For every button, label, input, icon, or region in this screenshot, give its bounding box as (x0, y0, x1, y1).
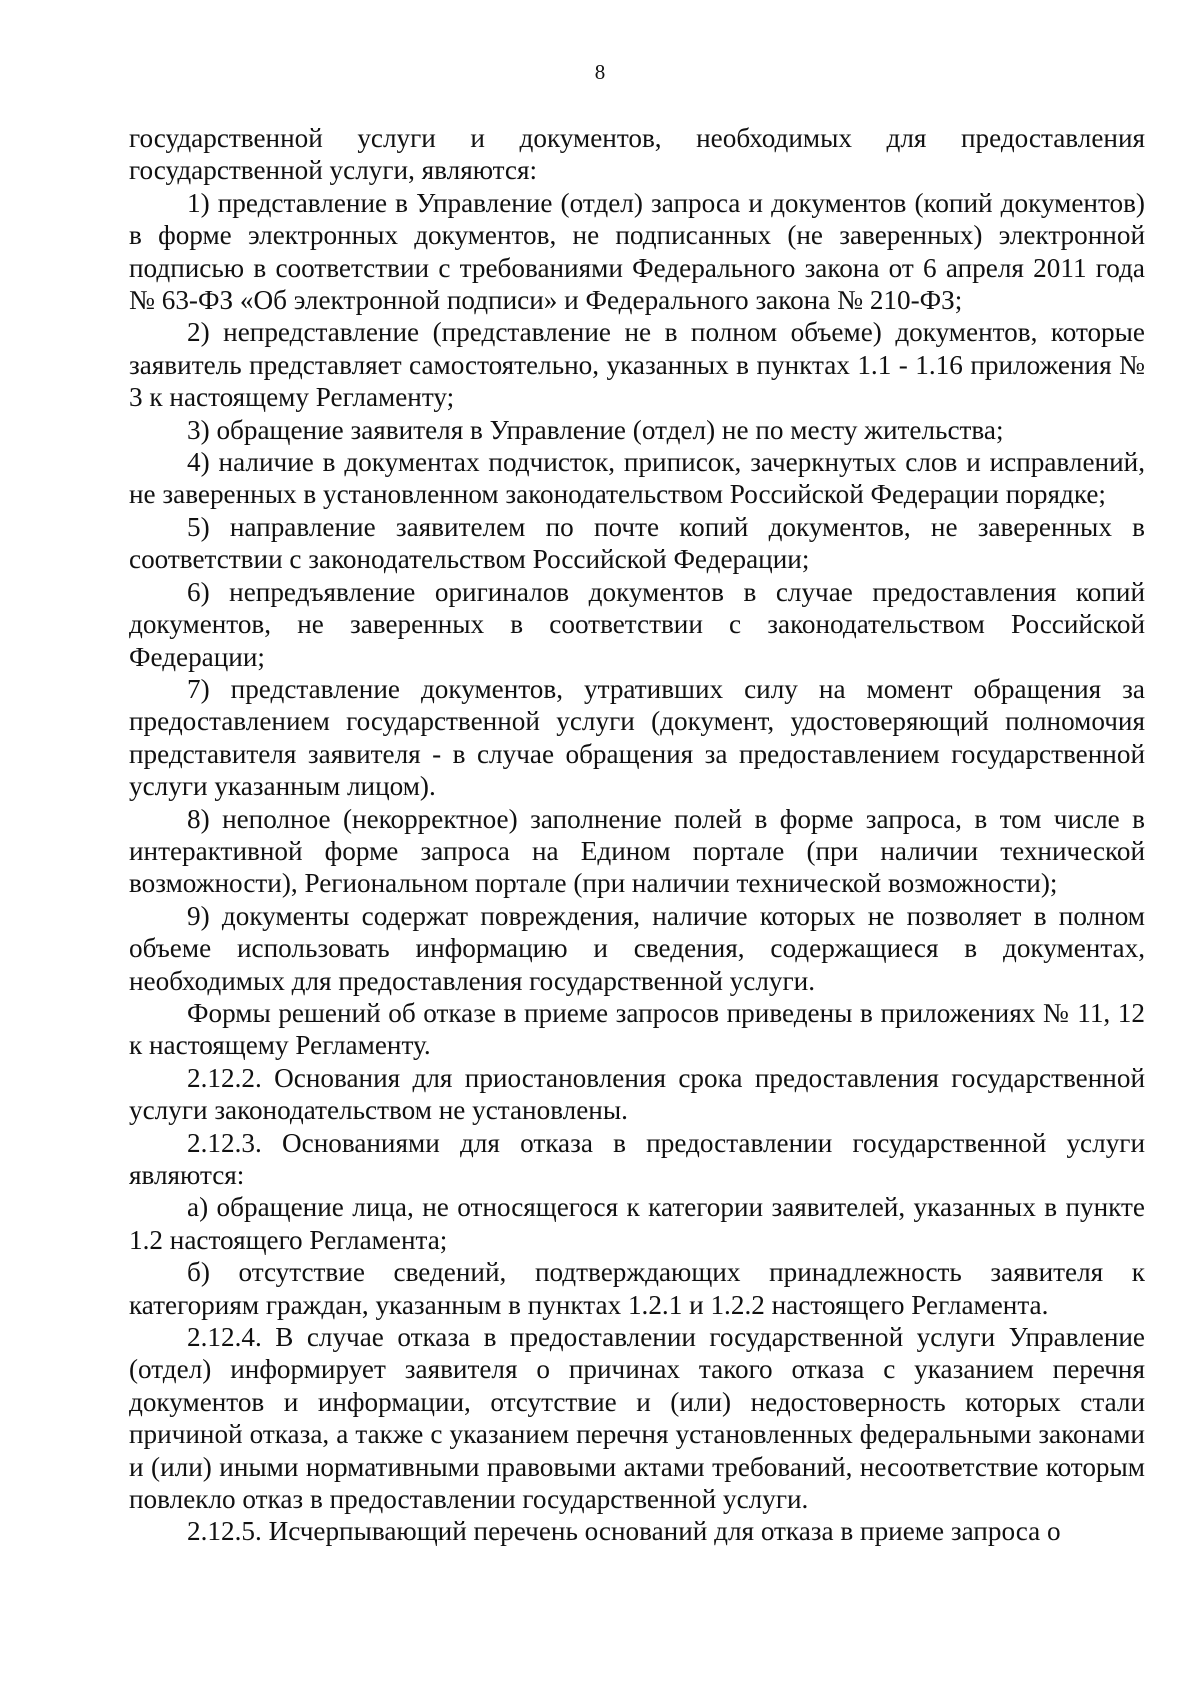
paragraph-item-2: 2) непредставление (представление не в полном объеме) документов, которые заявитель представляет самостоятельно, указанных в пунктах 1.1 - 1.16 приложения № 3 к настоящему Регламенту; (129, 317, 1145, 413)
paragraph-item-5: 5) направление заявителем по почте копий документов, не заверенных в соответствии с законодательством Российской Федерации; (129, 511, 1145, 575)
paragraph-item-1: 1) представление в Управление (отдел) запроса и документов (копий документов) в форме электронных документов, не подписанных (не заверенных) электронной подписью в соответствии с требованиями Федерального закона от 6 апреля 2011 года № 63-ФЗ «Об электронной подписи» и Федерального закона № 210-ФЗ; (129, 187, 1145, 316)
paragraph-item-6: 6) непредъявление оригиналов документов в случае предоставления копий документов, не заверенных в соответствии с законодательством Российской Федерации; (129, 576, 1145, 672)
document-body (129, 122, 1145, 1548)
paragraph-item-a: а) обращение лица, не относящегося к категории заявителей, указанных в пункте 1.2 настоящего Регламента; (129, 1192, 1145, 1255)
paragraph-item-4: 4) наличие в документах подчисток, приписок, зачеркнутых слов и исправлений, не заверенных в установленном законодательством Российской Федерации порядке; (129, 447, 1145, 510)
paragraph-item-3: 3) обращение заявителя в Управление (отдел) не по месту жительства; (187, 414, 1004, 445)
paragraph-item-b: б) отсутствие сведений, подтверждающих принадлежность заявителя к категориям граждан, указанным в пунктах 1.2.1 и 1.2.2 настоящего Регламента. (129, 1257, 1145, 1320)
page-number: 8 (594, 60, 606, 84)
paragraph-2-12-3: 2.12.3. Основаниями для отказа в предоставлении государственной услуги являются: (129, 1127, 1145, 1190)
paragraph-item-8: 8) неполное (некорректное) заполнение полей в форме запроса, в том числе в интерактивной форме запроса на Едином портале (при наличии технической возможности), Региональном портале (при наличии технической возможности); (129, 803, 1145, 899)
paragraph-item-7: 7) представление документов, утративших силу на момент обращения за предоставлением государственной услуги (документ, удостоверяющий полномочия представителя заявителя - в случае обращения за предоставлением государственной услуги указанным лицом). (129, 673, 1145, 802)
paragraph-forms-note: Формы решений об отказе в приеме запросов приведены в приложениях № 11, 12 к настоящему Регламенту. (129, 997, 1145, 1061)
paragraph-2-12-2: 2.12.2. Основания для приостановления срока предоставления государственной услуги законодательством не установлены. (129, 1062, 1145, 1126)
paragraph-continuation: государственной услуги и документов, необходимых для предоставления государственной услуги, являются: (129, 123, 1145, 186)
paragraph-2-12-5: 2.12.5. Исчерпывающий перечень оснований для отказа в приеме запроса о (187, 1516, 1061, 1547)
paragraph-item-9: 9) документы содержат повреждения, наличие которых не позволяет в полном объеме использовать информацию и сведения, содержащиеся в документах, необходимых для предоставления государственной услуги. (129, 900, 1145, 996)
paragraph-2-12-4: 2.12.4. В случае отказа в предоставлении государственной услуги Управление (отдел) информирует заявителя о причинах такого отказа с указанием перечня документов и информации, отсутствие и (или) недостоверность которых стали причиной отказа, а также с указанием перечня установленных федеральными законами и (или) иными нормативными правовыми актами требований, несоответствие которым повлекло отказ в предоставлении государственной услуги. (129, 1322, 1145, 1515)
